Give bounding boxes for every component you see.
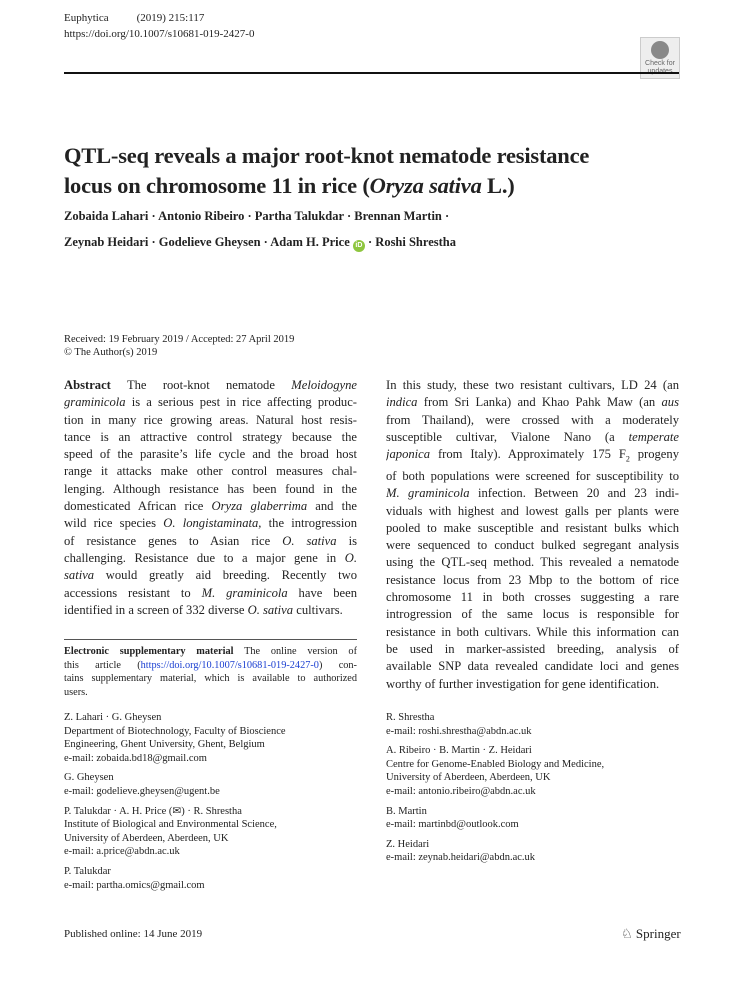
affiliation-line: G. Gheysen xyxy=(64,772,114,784)
text-line xyxy=(64,602,357,619)
text-run: be used in marker-assisted breeding, analysis of xyxy=(386,641,679,656)
text-run: wild rice species xyxy=(64,516,164,531)
article-title xyxy=(64,141,684,201)
text-line xyxy=(386,520,679,537)
bookmark-icon xyxy=(651,41,669,59)
text-run: tion in many rice growing areas. Natural host resis- xyxy=(64,412,357,427)
text-line xyxy=(64,394,357,411)
affiliation-line: P. Talukdar xyxy=(64,865,111,877)
text-line xyxy=(64,585,357,602)
affiliations-left xyxy=(64,711,286,898)
text-line xyxy=(64,645,357,659)
affiliation-line: Engineering, Ghent University, Ghent, Belgium xyxy=(64,739,265,751)
text-run: available SNP data revealed candidate loci and genes xyxy=(386,659,679,674)
text-line xyxy=(386,503,679,520)
text-line xyxy=(386,606,679,623)
text-line xyxy=(64,412,357,429)
email-address[interactable]: e-mail: zobaida.bd18@gmail.com xyxy=(64,752,207,764)
header-rule xyxy=(64,72,679,74)
text-run: have been xyxy=(287,585,357,600)
email-address[interactable]: e-mail: a.price@abdn.ac.uk xyxy=(64,846,180,858)
text-run: tance is an attractive control strategy because the xyxy=(64,429,357,444)
text-line xyxy=(64,672,357,686)
text-run: from Italy). Approximately 175 F xyxy=(430,447,626,462)
text-run: tains supplementary material, which is available to authorized xyxy=(64,673,357,685)
authors-line-2-end: · Roshi Shrestha xyxy=(364,235,456,249)
text-run: accessions resistant to xyxy=(64,585,202,600)
text-line xyxy=(64,481,357,498)
bold-run: Electronic supplementary material xyxy=(64,646,234,657)
text-run: domesticated African rice xyxy=(64,499,212,514)
text-run: ) con- xyxy=(318,659,357,671)
text-run: introgression of the same locus is responsible for xyxy=(386,607,679,622)
springer-logo xyxy=(621,926,681,942)
text-run: would greatly aid breeding. Recently two xyxy=(94,568,357,583)
text-run: resistance in both cultivars. While this information can xyxy=(386,624,679,639)
affiliation-block xyxy=(64,805,286,859)
affiliation-line: Centre for Genome-Enabled Biology and Medicine, xyxy=(386,758,605,770)
text-run: The online version of xyxy=(233,646,357,657)
text-run: using the QTL-seq method. This revealed a nematode xyxy=(386,555,679,570)
text-line xyxy=(386,676,679,693)
text-line xyxy=(386,468,679,485)
text-run: from Sri Lanka) and Khao Pahk Maw (an xyxy=(417,395,662,410)
orcid-icon[interactable]: iD xyxy=(353,240,365,252)
springer-horse-icon: ♘ xyxy=(621,926,633,941)
text-run: chromosome 11 in both crosses suggesting a rare xyxy=(386,590,679,605)
text-line xyxy=(64,567,357,584)
text-run: challenging. Resistance due to a major gene in xyxy=(64,550,345,565)
text-run: of both populations were screened for susceptibility to xyxy=(386,469,679,483)
affiliation-line: Department of Biotechnology, Faculty of Bioscience xyxy=(64,725,286,737)
text-line xyxy=(64,377,357,394)
text-line xyxy=(386,394,679,411)
text-run: were sequenced to conduct bulked segregant analysis xyxy=(386,538,679,553)
italic-run: O. longistaminata, xyxy=(163,516,262,531)
italic-run: sativa xyxy=(64,568,95,583)
text-line xyxy=(386,485,679,502)
text-run: range it attacks make other control measures chal- xyxy=(64,464,357,479)
text-line xyxy=(64,550,357,567)
affiliation-block xyxy=(386,838,604,865)
text-run: In this study, these two resistant cultivars, LD 24 (an xyxy=(386,378,679,392)
italic-run: M. graminicola xyxy=(386,486,470,501)
italic-run: O. xyxy=(344,550,357,565)
italic-run: aus xyxy=(661,395,679,410)
abstract xyxy=(64,377,357,619)
email-address[interactable]: e-mail: martinbd@outlook.com xyxy=(386,819,519,831)
text-run: resistance locus from 23 Mbp to the bottom of rice xyxy=(386,572,679,587)
check-label: Check for xyxy=(645,60,675,67)
email-address[interactable]: e-mail: godelieve.gheysen@ugent.be xyxy=(64,785,220,797)
authors-line-1: Zobaida Lahari · Antonio Ribeiro · Partha Talukdar · Brennan Martin · xyxy=(64,209,450,223)
text-line xyxy=(386,624,679,641)
text-run: worthy of further investigation for gene identification. xyxy=(386,676,660,691)
italic-run: M. graminicola xyxy=(201,585,288,600)
affiliations-right xyxy=(386,711,604,871)
subscript: 2 xyxy=(625,454,630,464)
text-run: L.) xyxy=(481,173,515,198)
text-line xyxy=(386,589,679,606)
affiliation-block xyxy=(386,805,604,832)
affiliation-line: A. Ribeiro · B. Martin · Z. Heidari xyxy=(386,745,532,757)
email-address[interactable]: e-mail: antonio.ribeiro@abdn.ac.uk xyxy=(386,785,536,797)
text-run: lenging. Although resistance has been found in the xyxy=(64,481,357,496)
email-address[interactable]: e-mail: partha.omics@gmail.com xyxy=(64,879,205,891)
italic-run: O. sativa xyxy=(247,602,294,617)
affiliation-line: Z. Lahari · G. Gheysen xyxy=(64,712,162,723)
text-run: susceptible cultivar, Vialone Nano (a xyxy=(386,429,629,444)
affiliation-block xyxy=(64,711,286,765)
text-line xyxy=(64,533,357,550)
text-line xyxy=(386,377,679,394)
text-line xyxy=(64,141,684,171)
text-line xyxy=(386,554,679,571)
text-line xyxy=(386,537,679,554)
email-address[interactable]: e-mail: zeynab.heidari@abdn.ac.uk xyxy=(386,852,536,864)
affiliation-line: B. Martin xyxy=(386,805,427,817)
italic-run: Oryza glaberrima xyxy=(211,499,308,514)
text-line xyxy=(386,641,679,658)
journal-volume: (2019) 215:117 xyxy=(136,12,205,24)
affiliation-block xyxy=(386,744,604,798)
doi-link[interactable]: https://doi.org/10.1007/s10681-019-2427-0 xyxy=(64,28,255,40)
running-header xyxy=(64,10,254,42)
affiliation-line: Z. Heidari xyxy=(386,838,430,850)
text-line xyxy=(64,171,684,201)
text-run: pooled to make susceptible and resistant bulks which xyxy=(386,520,679,535)
doi-link[interactable]: https://doi.org/10.1007/s10681-019-2427-0 xyxy=(140,659,319,671)
text-line xyxy=(64,463,357,480)
footnote-rule xyxy=(64,639,357,640)
text-line xyxy=(64,429,357,446)
text-run: QTL-seq reveals a major root-knot nematode resistance xyxy=(64,143,590,168)
abstract-continued xyxy=(386,377,679,693)
text-run: The root-knot nematode xyxy=(110,378,292,392)
italic-run: Oryza sativa xyxy=(369,173,482,198)
text-line xyxy=(64,446,357,463)
text-run: is xyxy=(336,533,357,548)
copyright: © The Author(s) 2019 xyxy=(64,347,158,358)
affiliation-block xyxy=(64,865,286,892)
affiliation-block xyxy=(386,711,604,738)
text-run: the introgression xyxy=(261,516,357,531)
text-run: identified in a screen of 332 diverse xyxy=(64,602,248,617)
text-run: from Thailand), were crossed with a moderately xyxy=(386,412,679,427)
received-dates xyxy=(64,333,294,359)
bold-run: Abstract xyxy=(64,378,111,392)
journal-name: Euphytica xyxy=(64,12,109,24)
italic-run: temperate xyxy=(628,429,679,444)
text-line xyxy=(64,659,357,673)
text-line xyxy=(386,658,679,675)
italic-run: indica xyxy=(386,395,418,410)
text-run: progeny xyxy=(629,447,679,462)
affiliation-line: Institute of Biological and Environmental Science, xyxy=(64,819,277,831)
italic-run: japonica xyxy=(386,447,431,462)
text-run: speed of the parasite’s life cycle and the broad host xyxy=(64,447,357,462)
published-online: Published online: 14 June 2019 xyxy=(64,928,203,940)
supplementary-note xyxy=(64,645,357,699)
author-list xyxy=(64,203,456,255)
text-line xyxy=(386,572,679,589)
text-run: users. xyxy=(64,686,88,698)
text-line xyxy=(64,686,357,700)
text-line xyxy=(386,446,679,468)
text-run: and the xyxy=(307,499,357,514)
text-line xyxy=(386,412,679,429)
italic-run: Meloidogyne xyxy=(291,378,357,392)
text-line xyxy=(386,429,679,446)
text-run: viduals with highest and lowest galls per plants were xyxy=(386,503,679,518)
affiliation-line: University of Aberdeen, Aberdeen, UK xyxy=(64,832,229,844)
affiliation-line: University of Aberdeen, Aberdeen, UK xyxy=(386,772,551,784)
text-run: locus on chromosome 11 in rice ( xyxy=(64,173,370,198)
text-run: of resistance genes to Asian rice xyxy=(64,533,283,548)
publisher-name: Springer xyxy=(635,926,681,941)
affiliation-block xyxy=(64,771,286,798)
received-accepted: Received: 19 February 2019 / Accepted: 27 April 2019 xyxy=(64,334,295,345)
italic-run: graminicola xyxy=(64,395,126,410)
text-run: is a serious pest in rice affecting produc- xyxy=(125,395,357,410)
affiliation-line: R. Shrestha xyxy=(386,712,435,723)
text-line xyxy=(64,498,357,515)
text-run: infection. Between 20 and 23 indi- xyxy=(469,486,679,501)
email-address[interactable]: e-mail: roshi.shrestha@abdn.ac.uk xyxy=(386,725,532,737)
text-run: cultivars. xyxy=(293,602,343,617)
text-line xyxy=(64,515,357,532)
italic-run: O. sativa xyxy=(282,533,337,548)
text-run: this article ( xyxy=(64,659,141,671)
affiliation-line: P. Talukdar · A. H. Price (✉) · R. Shrestha xyxy=(64,805,242,817)
authors-line-2: Zeynab Heidari · Godelieve Gheysen · Adam H. Price xyxy=(64,235,350,249)
